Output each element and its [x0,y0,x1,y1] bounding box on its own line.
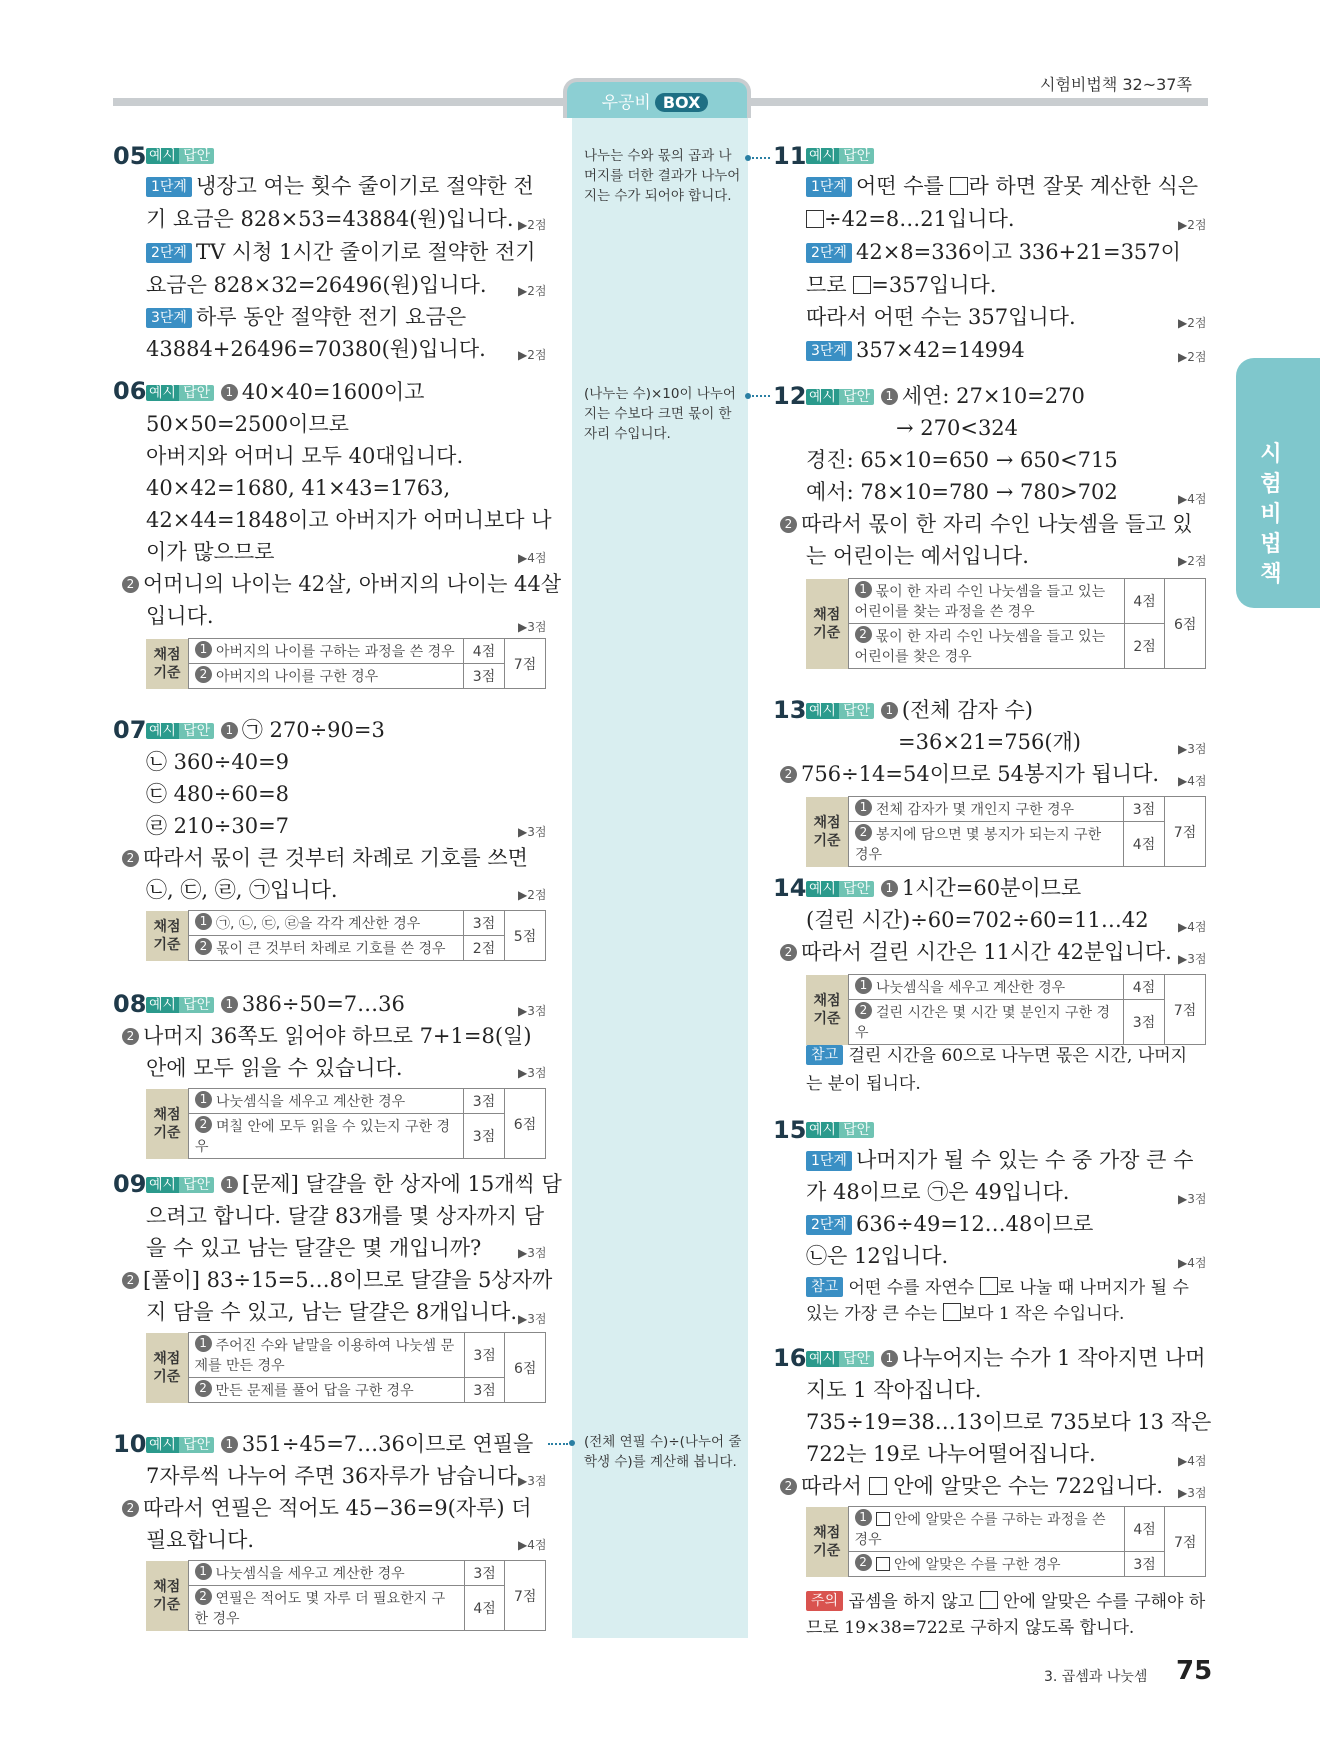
q16-warning: 므로 19×38=722로 구하지 않도록 합니다. [806,1618,1135,1638]
q11-points: ▶2점 [1178,218,1207,232]
note-leader [752,157,770,159]
q14-ref: 참고 걸린 시간을 60으로 나누면 몫은 시간, 나머지 [806,1040,1187,1072]
q16-number: 16 [773,1344,807,1372]
q08-criteria: 채점 기준 1 나눗셈식을 세우고 계산한 경우 3점 6점 2 며칠 안에 모두 읽을 수 있는지 구한 경우 3점 [146,1088,546,1159]
q05-line: 2단계 TV 시청 1시간 줄이기로 절약한 전기 [146,236,536,268]
q13-line: 2 756÷14=54이므로 54봉지가 됩니다. [780,758,1159,790]
q16-line: 지도 1 작아집니다. [806,1378,982,1402]
q15-line: 1단계 나머지가 될 수 있는 수 중 가장 큰 수 [806,1144,1193,1176]
q07-line: ㉣ 210÷30=7 [146,814,290,838]
q09-number: 09 [113,1170,147,1198]
q07-number: 07 [113,716,147,744]
q07-line: ㉡, ㉢, ㉣, ㉠입니다. [146,878,338,902]
q15-points: ▶4점 [1178,1256,1207,1270]
q10-line: 필요합니다. [146,1528,255,1552]
q08-line: 예시 답안 1 386÷50=7…36 [146,988,405,1020]
q12-line: 는 어린이는 예서입니다. [806,544,1029,568]
q10-line: 2 따라서 연필은 적어도 45−36=9(자루) 더 [122,1492,532,1524]
footer-page: 75 [1176,1656,1213,1686]
q06-points: ▶4점 [518,551,547,565]
q09-line: 예시 답안 1 [문제] 달걀을 한 상자에 15개씩 담 [146,1168,562,1200]
q09-line: 을 수 있고 남는 달걀은 몇 개입니까? [146,1236,482,1260]
q09-criteria: 채점 기준 1 주어진 수와 낱말을 이용하여 나눗셈 문제를 만든 경우 3점 6점 2 만든 문제를 풀어 답을 구한 경우 3점 [146,1332,546,1403]
q12-line: → 270<324 [896,416,1019,440]
note-dot [745,393,751,399]
q08-number: 08 [113,990,147,1018]
q11-line: ÷42=8…21입니다. [806,203,1015,235]
q05-tag: 예시 답안 [146,146,214,166]
header-ref: 시험비법책 32~37쪽 [1040,75,1192,94]
q15-line: ㉡은 12입니다. [806,1244,949,1268]
note-leader [752,395,770,397]
q05-line: 3단계 하루 동안 절약한 전기 요금은 [146,301,466,333]
q06-criteria: 채점 기준 1 아버지의 나이를 구하는 과정을 쓴 경우 4점 7점 2 아버지의 나이를 구한 경우 3점 [146,638,546,689]
q08-line: 안에 모두 읽을 수 있습니다. [146,1056,403,1080]
q06-line: 2 어머니의 나이는 42살, 아버지의 나이는 44살 [122,568,561,600]
q11-line: 따라서 어떤 수는 357입니다. [806,305,1076,329]
q08-line: 2 나머지 36쪽도 읽어야 하므로 7+1=8(일) [122,1020,532,1052]
criteria-head: 채점 기준 [146,639,189,689]
q05-number: 05 [113,142,147,170]
q06-line: 40×42=1680, 41×43=1763, [146,476,451,500]
q16-points: ▶3점 [1178,1486,1207,1500]
q15-ref: 있는 가장 큰 수는 보다 1 작은 수입니다. [806,1304,1125,1324]
q16-line: 2 따라서 안에 알맞은 수는 722입니다. [780,1470,1163,1502]
side-tab-label: 시 험 비 법 책 [1260,442,1282,587]
q13-points: ▶4점 [1178,774,1207,788]
header-rule-right [750,98,1208,106]
q07-line: ㉡ 360÷40=9 [146,750,290,774]
q10-criteria: 채점 기준 1 나눗셈식을 세우고 계산한 경우 3점 7점 2 연필은 적어도 몇 자루 더 필요한지 구한 경우 4점 [146,1560,546,1631]
q11-line: 3단계 357×42=14994 [806,334,1025,366]
q08-points: ▶3점 [518,1004,547,1018]
q15-ref: 참고 어떤 수를 자연수 로 나눌 때 나머지가 될 수 [806,1272,1189,1304]
q12-line: 2 따라서 몫이 한 자리 수인 나눗셈을 들고 있 [780,508,1193,540]
q10-line: 예시 답안 1 351÷45=7…36이므로 연필을 [146,1428,533,1460]
header-rule-left [113,98,565,106]
q14-points: ▶4점 [1178,920,1207,934]
footer-chapter: 3. 곱셈과 나눗셈 [1044,1669,1148,1685]
q16-line: 722는 19로 나누어떨어집니다. [806,1442,1096,1466]
q12-line: 예시 답안 1 세연: 27×10=270 [806,380,1085,412]
q13-criteria: 채점 기준 1 전체 감자가 몇 개인지 구한 경우 3점 7점 2 봉지에 담으면 몇 봉지가 되는지 구한 경우 4점 [806,796,1206,867]
q06-line: 예시 답안 1 40×40=1600이고 [146,376,424,408]
q06-line: 50×50=2500이므로 [146,412,349,436]
box-label: 우공비 BOX [575,88,735,116]
q14-line: (걸린 시간)÷60=702÷60=11…42 [806,908,1149,932]
q13-line: 예시 답안 1 (전체 감자 수) [806,694,1033,726]
q16-criteria: 채점 기준 1 안에 알맞은 수를 구하는 과정을 쓴 경우 4점 7점 2 안에 알맞은 수를 구한 경우 3점 [806,1506,1206,1577]
q12-points: ▶2점 [1178,554,1207,568]
q06-number: 06 [113,377,147,405]
q06-line: 아버지와 어머니 모두 40대입니다. [146,444,464,468]
q06-points: ▶3점 [518,620,547,634]
q05-line: 기 요금은 828×53=43884(원)입니다. [146,207,514,231]
q07-line: ㉢ 480÷60=8 [146,782,290,806]
note-leader [548,1443,568,1445]
q14-line: 예시 답안 1 1시간=60분이므로 [806,872,1081,904]
q16-line: 735÷19=38…13이므로 735보다 13 작은 [806,1410,1212,1434]
q12-points: ▶4점 [1178,492,1207,506]
q09-line: 으려고 합니다. 달걀 83개를 몇 상자까지 담 [146,1204,545,1228]
q05-line: 1단계 냉장고 여는 횟수 줄이기로 절약한 전 [146,170,534,202]
middle-column [572,118,748,1638]
q11-points: ▶2점 [1178,316,1207,330]
q14-line: 2 따라서 걸린 시간은 11시간 42분입니다. [780,936,1172,968]
q06-line: 입니다. [146,604,214,628]
q06-line: 이가 많으므로 [146,540,275,564]
q11-tag: 예시 답안 [806,146,874,166]
q05-line: 요금은 828×32=26496(원)입니다. [146,273,487,297]
mid-note-3: (전체 연필 수)÷(나누어 줄 학생 수)를 계산해 봅니다. [584,1434,742,1470]
q14-points: ▶3점 [1178,952,1207,966]
q09-line: 2 [풀이] 83÷15=5…8이므로 달걀을 5상자까 [122,1264,552,1296]
q12-number: 12 [773,382,807,410]
q05-points: ▶2점 [518,284,547,298]
q10-points: ▶3점 [518,1474,547,1488]
q11-points: ▶2점 [1178,350,1207,364]
q13-line: =36×21=756(개) [898,730,1081,754]
q10-line: 7자루씩 나누어 주면 36자루가 남습니다. [146,1464,524,1488]
q13-points: ▶3점 [1178,742,1207,756]
q06-line: 42×44=1848이고 아버지가 어머니보다 나 [146,508,552,532]
q15-line: 가 48이므로 ㉠은 49입니다. [806,1180,1070,1204]
q11-line: 2단계 42×8=336이고 336+21=357이 [806,236,1181,268]
q10-points: ▶4점 [518,1538,547,1552]
q07-points: ▶2점 [518,888,547,902]
q15-points: ▶3점 [1178,1192,1207,1206]
q16-line: 예시 답안 1 나누어지는 수가 1 작아지면 나머 [806,1342,1206,1374]
q16-points: ▶4점 [1178,1454,1207,1468]
q09-points: ▶3점 [518,1312,547,1326]
mid-note-2: (나누는 수)×10이 나누어지는 수보다 크면 몫이 한 자리 수입니다. [584,386,736,442]
q16-warning: 주의 곱셈을 하지 않고 안에 알맞은 수를 구해야 하 [806,1586,1205,1618]
q09-line: 지 담을 수 있고, 남는 달걀은 8개입니다. [146,1300,518,1324]
mid-note-1: 나누는 수와 몫의 곱과 나머지를 더한 결과가 나누어지는 수가 되어야 합니다. [584,148,741,204]
q15-number: 15 [773,1116,807,1144]
note-dot [569,1440,575,1446]
q15-line: 2단계 636÷49=12…48이므로 [806,1208,1093,1240]
q05-line: 43884+26496=70380(원)입니다. [146,337,486,361]
q09-points: ▶3점 [518,1246,547,1260]
q12-line: 예서: 78×10=780 → 780>702 [806,480,1118,504]
q05-points: ▶2점 [518,348,547,362]
q14-number: 14 [773,874,807,902]
q12-line: 경진: 65×10=650 → 650<715 [806,448,1118,472]
q11-number: 11 [773,142,807,170]
q11-line: 1단계 어떤 수를 라 하면 잘못 계산한 식은 [806,170,1198,202]
q12-criteria: 채점 기준 1 몫이 한 자리 수인 나눗셈을 들고 있는 어린이를 찾는 과정을 쓴 경우 4점 6점 2 몫이 한 자리 수인 나눗셈을 들고 있는 어린이를 찾은 경우 2점 [806,578,1206,669]
q13-number: 13 [773,696,807,724]
q14-ref: 는 분이 됩니다. [806,1074,921,1094]
q10-number: 10 [113,1430,147,1458]
q07-points: ▶3점 [518,825,547,839]
q08-points: ▶3점 [518,1066,547,1080]
q07-line: 2 따라서 몫이 큰 것부터 차례로 기호를 쓰면 [122,842,528,874]
q11-line: 므로 =357입니다. [806,273,997,297]
note-dot [745,155,751,161]
q05-points: ▶2점 [518,218,547,232]
q07-line: 예시 답안 1 ㉠ 270÷90=3 [146,714,385,746]
q15-tag: 예시 답안 [806,1120,874,1140]
q07-criteria: 채점 기준 1 ㉠, ㉡, ㉢, ㉣을 각각 계산한 경우 3점 5점 2 몫이 큰 것부터 차례로 기호를 쓴 경우 2점 [146,910,546,961]
q14-criteria: 채점 기준 1 나눗셈식을 세우고 계산한 경우 4점 7점 2 걸린 시간은 몇 시간 몇 분인지 구한 경우 3점 [806,974,1206,1045]
